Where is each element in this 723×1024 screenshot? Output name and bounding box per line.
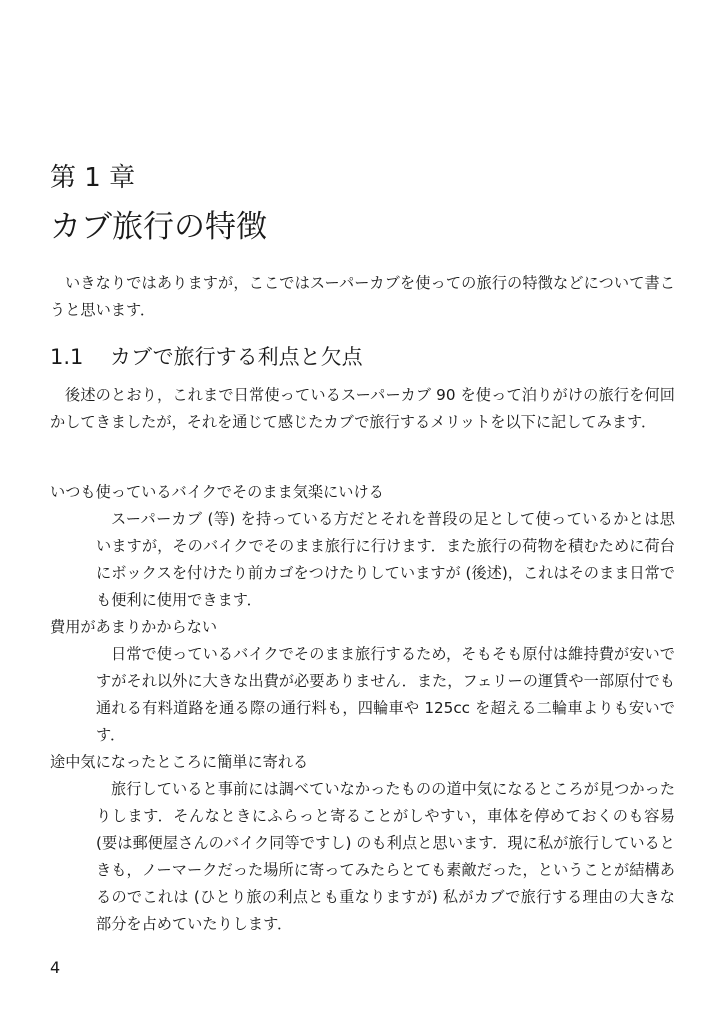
list-item-description: 日常で使っているバイクでそのまま旅行するため，そもそも原付は維持費が安いですがそれ以外に大きな出費が必要ありません．また，フェリーの運賃や一部原付でも通れる有料道路を通る際の通行料も，四輪車や 125cc を超える二輪車よりも安いです． — [96, 645, 675, 744]
section-title: カブで旅行する利点と欠点 — [110, 345, 363, 369]
document-page — [50, 0, 675, 1024]
list-item-term: いつも使っているバイクでそのまま気楽にいける — [50, 483, 384, 501]
section-paragraph: 後述のとおり，これまで日常使っているスーパーカブ 90 を使って泊りがけの旅行を何回かしてきましたが，それを通じて感じたカブで旅行するメリットを以下に記してみます． — [50, 386, 675, 431]
section-number: 1.1 — [50, 345, 84, 369]
description-list — [50, 479, 675, 938]
list-item-term: 費用があまりかからない — [50, 618, 218, 636]
page-number: 4 — [50, 958, 61, 977]
section-heading — [50, 340, 363, 374]
intro-paragraph: いきなりではありますが，ここではスーパーカブを使っての旅行の特徴などについて書こうと思います． — [50, 274, 675, 319]
chapter-title: カブ旅行の特徴 — [50, 209, 267, 245]
list-item-term: 途中気になったところに簡単に寄れる — [50, 753, 309, 771]
chapter-label: 第 1 章 — [50, 163, 136, 193]
list-item-description: 旅行していると事前には調べていなかったものの道中気になるところが見つかったりします．そんなときにふらっと寄ることがしやすい，車体を停めておくのも容易 (要は郵便屋さんのバイク同等ですし) のも利点と思います．現に私が旅行しているときも，ノーマークだった場所に寄ってみたらとても素敵だった，ということが結構あるのでこれは (ひとり旅の利点とも重なりますが) 私がカブで旅行する理由の大きな部分を占めていたりします． — [96, 780, 675, 933]
list-item-description: スーパーカブ (等) を持っている方だとそれを普段の足として使っているかとは思いますが，そのバイクでそのまま旅行に行けます．また旅行の荷物を積むために荷台にボックスを付けたり前カゴをつけたりしていますが (後述)，これはそのまま日常でも便利に使用できます． — [96, 510, 675, 609]
